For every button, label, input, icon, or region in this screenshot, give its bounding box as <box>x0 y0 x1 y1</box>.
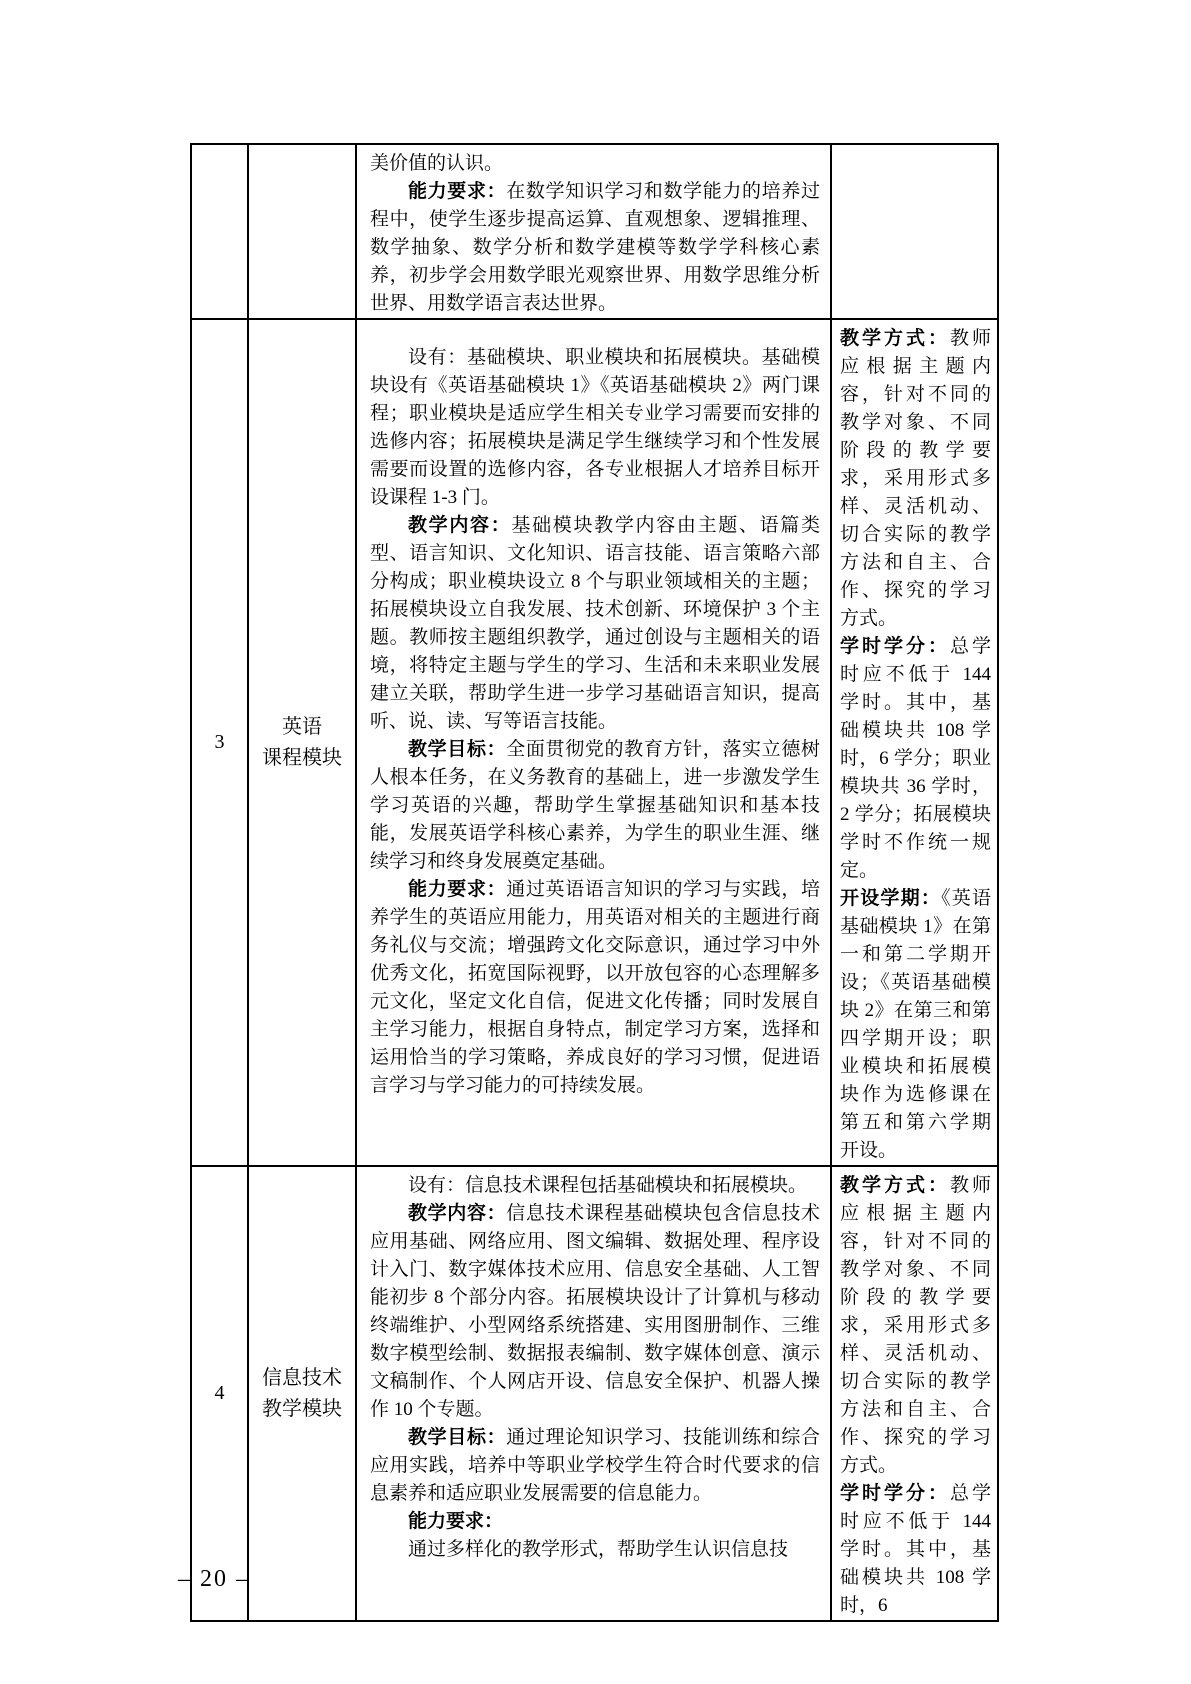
ability-requirements-label: 能力要求： <box>408 181 507 202</box>
teaching-info-cell <box>831 1166 998 1621</box>
module-name-cell <box>248 319 356 1166</box>
paragraph <box>370 1200 820 1424</box>
paragraph-text: 全面贯彻党的教育方针，落实立德树人根本任务，在义务教育的基础上，进一步激发学生学习英语的兴趣，帮助学生掌握基础知识和基本技能，发展英语学科核心素养，为学生的职业生涯、继续学习和终身发展奠定基础。 <box>370 739 820 872</box>
row-number: 3 <box>214 731 225 753</box>
row-number: 4 <box>214 1382 225 1404</box>
paragraph-text: 基础模块教学内容由主题、语篇类型、语言知识、文化知识、语言技能、语言策略六部分构成；职业模块设立 8 个与职业领域相关的主题；拓展模块设立自我发展、技术创新、环境保护 3 个主题。教师按主题组织教学，通过创设与主题相关的语境，将特定主题与学生的学习、生活和未来职业发展建立关联，帮助学生进一步学习基础语言知识，提高听、说、读、写等语言技能。 <box>370 515 820 732</box>
paragraph-text: 设有：基础模块、职业模块和拓展模块。基础模块设有《英语基础模块 1》《英语基础模块 2》两门课程；职业模块是适应学生相关专业学习需要而安排的选修内容；拓展模块是满足学生继续学习和个性发展需要而设置的选修内容，各专业根据人才培养目标开设课程 1-3 门。 <box>370 347 820 508</box>
teaching-info-cell <box>831 319 998 1166</box>
teaching-goal-label: 教学目标： <box>408 1427 507 1448</box>
section-text: 《英语基础模块 1》在第一和第二学期开设；《英语基础模块 2》在第三和第四学期开设；职业模块和拓展模块作为选修课在第五和第六学期开设。 <box>840 888 991 1161</box>
row-number-cell <box>191 319 248 1166</box>
paragraph-text: 通过英语语言知识的学习与实践，培养学生的英语应用能力，用英语对相关的主题进行商务礼仪与交流；增强跨文化交际意识，通过学习中外优秀文化，拓宽国际视野，以开放包容的心态理解多元文化，坚定文化自信，促进文化传播；同时发展自主学习能力，根据自身特点，制定学习方案，选择和运用恰当的学习策略，养成良好的学习习惯，促进语言学习与学习能力的可持续发展。 <box>370 879 820 1096</box>
teaching-method-section <box>840 1172 991 1480</box>
hours-credits-label: 学时学分： <box>840 1483 950 1504</box>
paragraph <box>370 1424 820 1508</box>
paragraph <box>370 1172 820 1200</box>
section-text: 总学时应不低于 144 学时。其中，基础模块共 108 学时，6 <box>840 1483 991 1616</box>
content-cell <box>356 144 831 319</box>
paragraph-text: 在数学知识学习和数学能力的培养过程中，使学生逐步提高运算、直观想象、逻辑推理、数学抽象、数学分析和数学建模等数学学科核心素养，初步学会用数学眼光观察世界、用数学思维分析世界、用数学语言表达世界。 <box>370 181 820 314</box>
section-text: 总学时应不低于 144 学时。其中，基础模块共 108 学时，6 学分；职业模块共 36 学时，2 学分；拓展模块学时不作统一规定。 <box>840 636 991 881</box>
paragraph <box>370 512 820 736</box>
paragraph <box>370 876 820 1100</box>
content-cell <box>356 1166 831 1621</box>
paragraph <box>370 150 820 178</box>
section-text: 教师应根据主题内容，针对不同的教学对象、不同阶段的教学要求，采用形式多样、灵活机动、切合实际的教学方法和自主、合作、探究的学习方式。 <box>840 1175 991 1476</box>
table-row-4 <box>191 1166 998 1621</box>
teaching-content-label: 教学内容： <box>408 1203 507 1224</box>
semester-label: 开设学期： <box>840 888 942 909</box>
hours-credits-label: 学时学分： <box>840 636 950 657</box>
ability-requirements-label: 能力要求： <box>408 1511 504 1532</box>
module-name-line2: 教学模块 <box>262 1397 342 1420</box>
teaching-method-section <box>840 325 991 633</box>
teaching-content-label: 教学内容： <box>408 515 512 536</box>
module-name-cell <box>248 144 356 319</box>
row-number-cell <box>191 144 248 319</box>
paragraph <box>370 1508 820 1536</box>
paragraph-text: 通过理论知识学习、技能训练和综合应用实践，培养中等职业学校学生符合时代要求的信息素养和适应职业发展需要的信息能力。 <box>370 1427 820 1504</box>
paragraph-text: 通过多样化的教学形式，帮助学生认识信息技 <box>408 1539 789 1560</box>
teaching-goal-label: 教学目标： <box>408 739 507 760</box>
teaching-method-label: 教学方式： <box>840 328 950 349</box>
paragraph <box>370 736 820 876</box>
paragraph <box>370 178 820 318</box>
paragraph <box>370 1536 820 1564</box>
content-cell <box>356 319 831 1166</box>
paragraph <box>370 344 820 512</box>
row-number-cell <box>191 1166 248 1621</box>
teaching-method-label: 教学方式： <box>840 1175 950 1196</box>
table-row-carryover <box>191 144 998 319</box>
table-row-3 <box>191 319 998 1166</box>
module-name-cell <box>248 1166 356 1621</box>
page-number: – 20 – <box>178 1566 250 1592</box>
paragraph-text: 美价值的认识。 <box>370 153 504 174</box>
module-name-line2: 课程模块 <box>262 746 342 769</box>
paragraph-text: 信息技术课程基础模块包含信息技术应用基础、网络应用、图文编辑、数据处理、程序设计入门、数字媒体技术应用、信息安全基础、人工智能初步 8 个部分内容。拓展模块设计了计算机与移动终端维护、小型网络系统搭建、实用图册制作、三维数字模型绘制、数据报表编制、数字媒体创意、演示文稿制作、个人网店开设、信息安全保护、机器人操作 10 个专题。 <box>370 1203 820 1420</box>
ability-requirements-label: 能力要求： <box>408 879 507 900</box>
hours-credits-section <box>840 1480 991 1620</box>
paragraph-text: 设有：信息技术课程包括基础模块和拓展模块。 <box>408 1175 808 1196</box>
section-text: 教师应根据主题内容，针对不同的教学对象、不同阶段的教学要求，采用形式多样、灵活机动、切合实际的教学方法和自主、合作、探究的学习方式。 <box>840 328 991 629</box>
module-name-line1: 信息技术 <box>262 1366 342 1389</box>
module-name-line1: 英语 <box>282 715 322 738</box>
course-modules-table <box>190 143 999 1622</box>
teaching-info-cell <box>831 144 998 319</box>
semester-section <box>840 885 991 1165</box>
hours-credits-section <box>840 633 991 885</box>
